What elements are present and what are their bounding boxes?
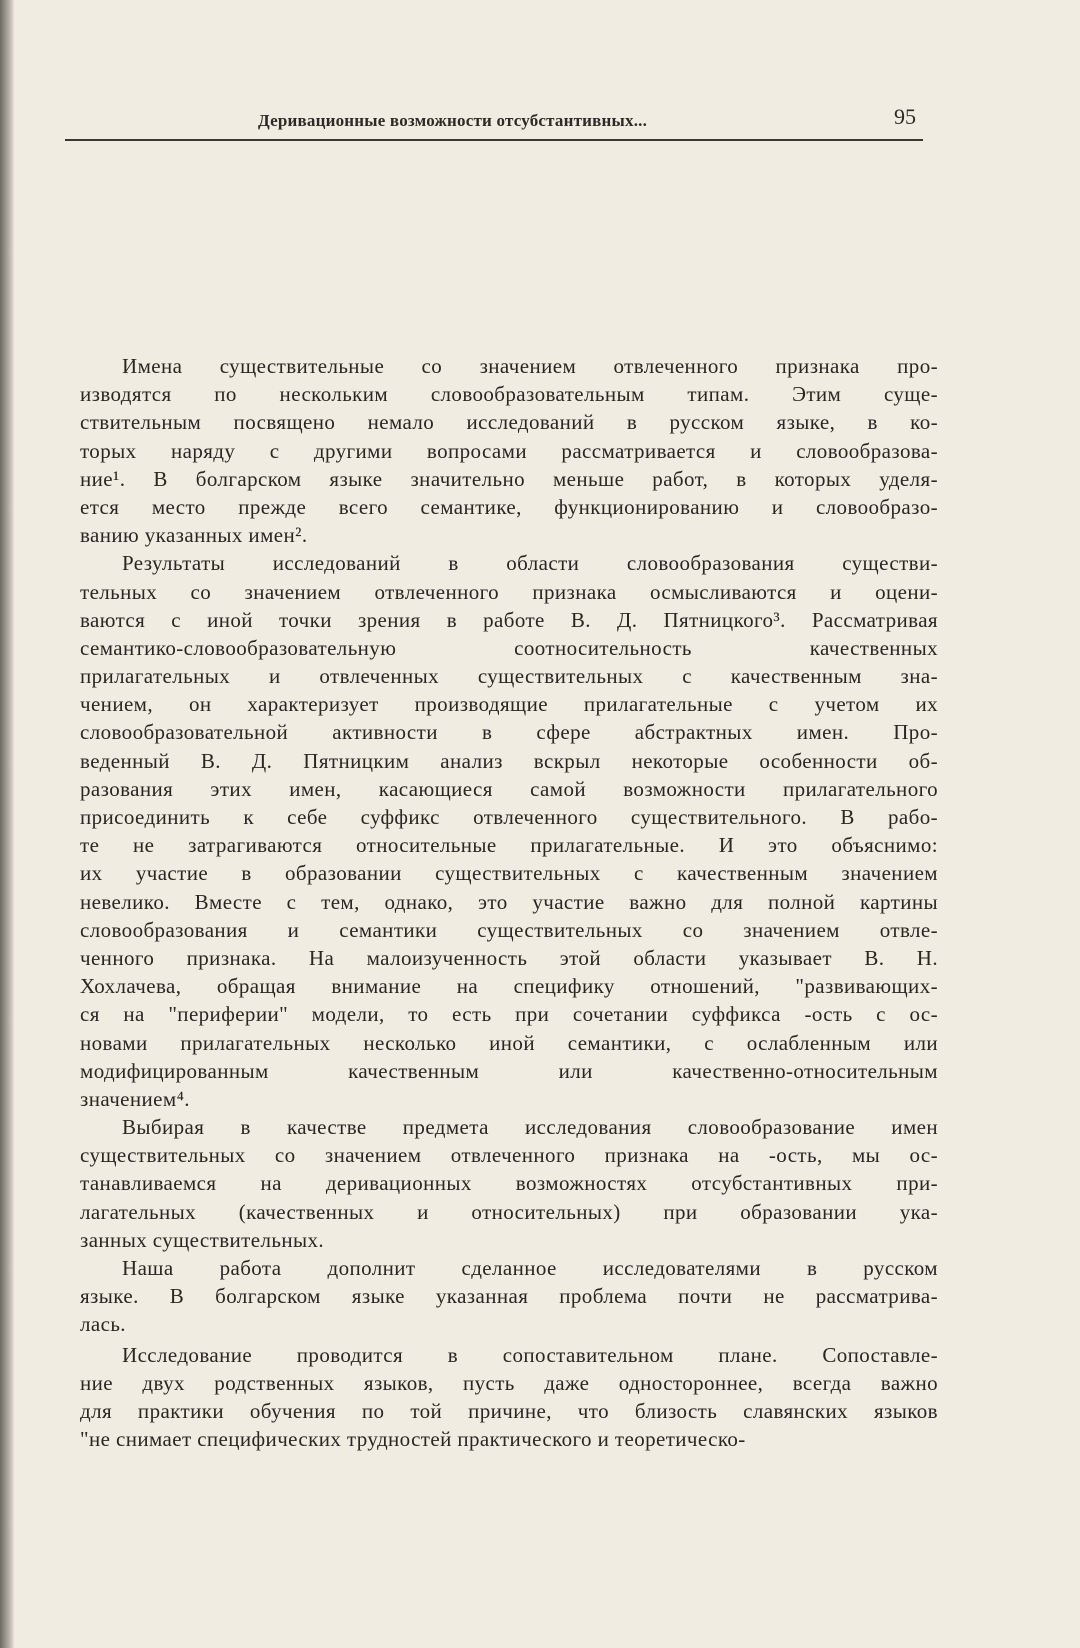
text-line: Хохлачева, обращая внимание на специфику отношений, "развивающих- xyxy=(80,974,938,999)
text-line: ся на "периферии" модели, то есть при сочетании суффикса -ость с ос- xyxy=(80,1002,938,1027)
text-line: те не затрагиваются относительные прилагательные. И это объяснимо: xyxy=(80,833,938,858)
text-line: "не снимает специфических трудностей практического и теоретическо- xyxy=(80,1427,746,1452)
text-line: языке. В болгарском языке указанная проблема почти не рассматрива- xyxy=(80,1284,938,1309)
text-line: словообразования и семантики существительных со значением отвле- xyxy=(80,917,938,942)
text-line: невелико. Вместе с тем, однако, это участие важно для полной картины xyxy=(80,889,938,914)
paragraph xyxy=(80,549,938,1113)
text-line: ваются с иной точки зрения в работе В. Д. Пятницкого³. Рассматривая xyxy=(80,607,938,632)
text-line: ствительным посвящено немало исследований в русском языке, в ко- xyxy=(80,410,938,435)
text-line: для практики обучения по той причине, что близость славянских языков xyxy=(80,1398,938,1423)
text-line: Исследование проводится в сопоставительном плане. Сопоставле- xyxy=(122,1342,938,1367)
text-line: ченного признака. На малоизученность этой области указывает В. Н. xyxy=(80,945,938,970)
paragraph xyxy=(80,352,938,549)
text-line: Результаты исследований в области словообразования существи- xyxy=(122,551,938,576)
text-line: чением, он характеризует производящие прилагательные с учетом их xyxy=(80,692,938,717)
text-line: занных существительных. xyxy=(80,1227,325,1252)
text-line: Выбирая в качестве предмета исследования словообразование имен xyxy=(122,1115,938,1140)
text-line: Имена существительные со значением отвлеченного признака про- xyxy=(122,354,938,378)
text-line: лагательных (качественных и относительных) при образовании ука- xyxy=(80,1199,938,1224)
text-line: веденный В. Д. Пятницким анализ вскрыл некоторые особенности об- xyxy=(80,748,938,773)
book-binding-edge xyxy=(0,0,14,1648)
text-line: семантико-словообразовательную соотносительность качественных xyxy=(80,635,938,660)
text-line: их участие в образовании существительных с качественным значением xyxy=(80,861,938,886)
text-line: присоединить к себе суффикс отвлеченного существительного. В рабо- xyxy=(80,805,938,829)
text-line: разования этих имен, касающиеся самой возможности прилагательного xyxy=(80,776,938,801)
text-line: ние двух родственных языков, пусть даже одностороннее, всегда важно xyxy=(80,1370,938,1395)
text-line: словообразовательной активности в сфере абстрактных имен. Про- xyxy=(80,720,938,745)
text-line: ние¹. В болгарском языке значительно меньше работ, в которых уделя- xyxy=(80,466,938,491)
text-line: изводятся по нескольким словообразовательным типам. Этим суще- xyxy=(80,382,938,407)
running-header-title: Деривационные возможности отсубстантивных... xyxy=(258,111,648,130)
text-line: прилагательных и отвлеченных существительных с качественным зна- xyxy=(80,664,938,689)
header-rule xyxy=(65,139,923,141)
paragraph xyxy=(80,1254,938,1339)
body-text xyxy=(80,352,938,1453)
text-line: существительных со значением отвлеченного признака на -ость, мы ос- xyxy=(80,1143,938,1168)
text-line: модифицированным качественным или качественно-относительным xyxy=(80,1058,938,1083)
paragraph xyxy=(80,1341,938,1454)
text-line: ванию указанных имен². xyxy=(80,523,308,548)
text-line: Наша работа дополнит сделанное исследователями в русском xyxy=(122,1256,938,1280)
text-line: ется место прежде всего семантике, функционированию и словообразо- xyxy=(80,494,938,519)
paragraph xyxy=(80,1113,938,1254)
text-line: тельных со значением отвлеченного признака осмысливаются и оцени- xyxy=(80,579,938,604)
text-line: значением⁴. xyxy=(80,1086,190,1111)
text-line: танавливаемся на деривационных возможностях отсубстантивных при- xyxy=(80,1171,938,1196)
text-line: лась. xyxy=(80,1312,126,1337)
text-line: новами прилагательных несколько иной семантики, с ослабленным или xyxy=(80,1030,938,1055)
text-line: торых наряду с другими вопросами рассматривается и словообразова- xyxy=(80,438,938,463)
page-number: 95 xyxy=(894,104,916,129)
